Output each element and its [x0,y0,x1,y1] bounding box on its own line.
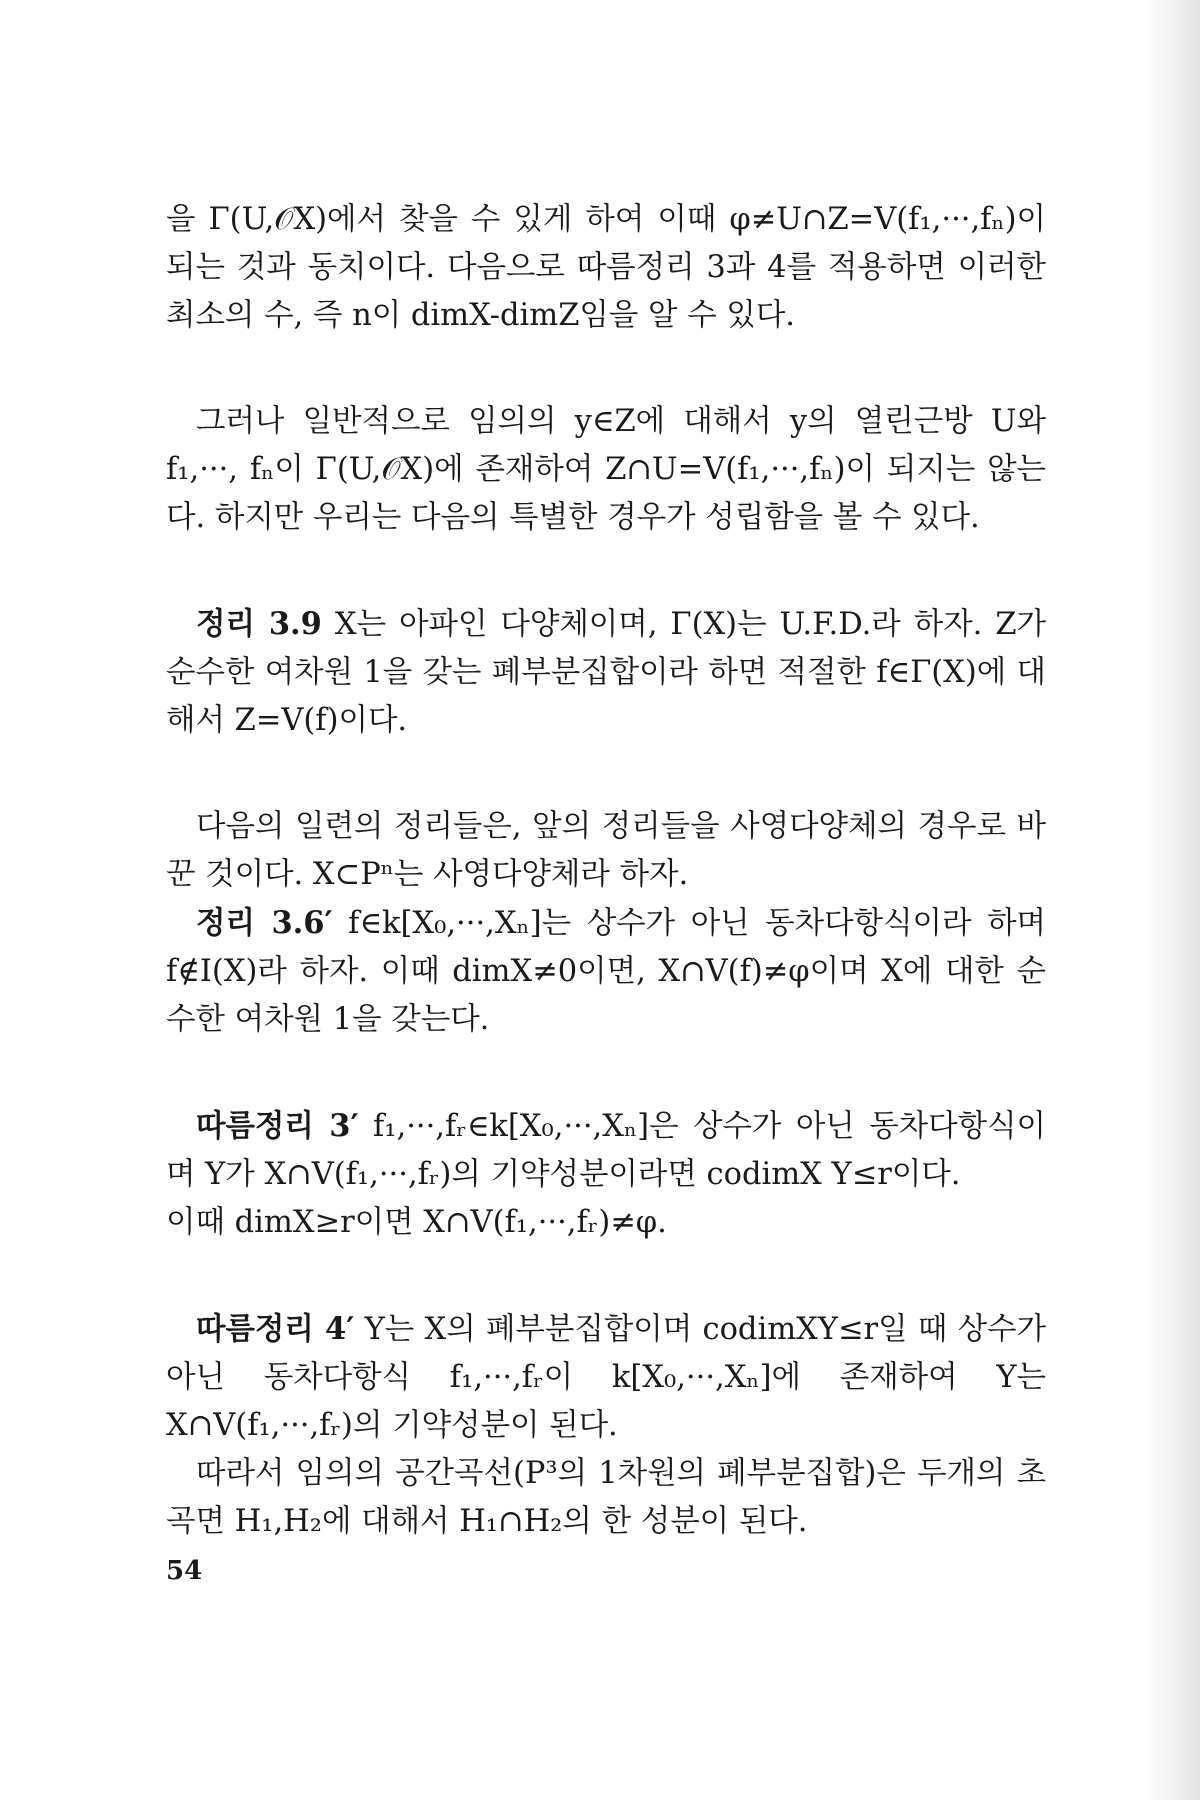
page-body [166,196,1046,1546]
theorem-text: X는 아파인 다양체이며, Γ(X)는 U.F.D.라 하자. Z가 순수한 여차원 1을 갖는 폐부분집합이라 하면 적절한 f∈Γ(X)에 대해서 Z=V(f)이다. [166,607,1047,738]
paragraph-space-curve [166,1450,1046,1546]
theorem-text: f∈k[X₀,···,Xₙ]는 상수가 아닌 동차다항식이라 하며 f∉I(X)라 하자. 이때 dimX≠0이면, X∩V(f)≠φ이며 X에 대한 순수한 여차원 1을 갖는다. [166,906,1046,1037]
page-number: 54 [166,1556,203,1586]
page-edge-shadow [1144,0,1200,1800]
theorem-label: 정리 3.9 [196,606,322,642]
paragraph-text: 을 Γ(U,𝒪X)에서 찾을 수 있게 하여 이때 φ≠U∩Z=V(f₁,···,fₙ)이 되는 것과 동치이다. 다음으로 따름정리 3과 4를 적용하면 이러한 최소의 수, 즉 n이 dimX-dimZ임을 알 수 있다. [166,202,1046,333]
theorem-3-6-prime [166,899,1046,1044]
corollary-label: 따름정리 4′ [196,1311,355,1347]
corollary-text: Y는 X의 폐부분집합이며 codimXY≤r일 때 상수가 아닌 동차다항식 f₁,···,fᵣ이 k[X₀,···,Xₙ]에 존재하여 Y는 X∩V(f₁,···,fᵣ)의 기약성분이 된다. [166,1312,1047,1443]
paragraph-projective-intro [166,803,1046,899]
corollary-label: 따름정리 3′ [196,1108,359,1144]
paragraph-general-case [166,398,1046,542]
corollary-4-prime [166,1305,1046,1450]
theorem-3-9 [166,600,1046,745]
paragraph-text: 따라서 임의의 공간곡선(P³의 1차원의 폐부분집합)은 두개의 초곡면 H₁,H₂에 대해서 H₁∩H₂의 한 성분이 된다. [166,1456,1046,1539]
theorem-label: 정리 3.6′ [196,905,333,941]
paragraph-text: 다음의 일련의 정리들은, 앞의 정리들을 사영다양체의 경우로 바꾼 것이다. X⊂Pⁿ는 사영다양체라 하자. [166,809,1046,892]
corollary-3-prime-continuation [166,1199,1046,1247]
corollary-3-prime [166,1102,1046,1199]
paragraph-text: 그러나 일반적으로 임의의 y∈Z에 대해서 y의 열린근방 U와 f₁,···, fₙ이 Γ(U,𝒪X)에 존재하여 Z∩U=V(f₁,···,fₙ)이 되지는 않는다. 하지만 우리는 다음의 특별한 경우가 성립함을 볼 수 있다. [166,404,1046,535]
paragraph-text: 이때 dimX≥r이면 X∩V(f₁,···,fᵣ)≠φ. [166,1205,667,1240]
paragraph-continuation [166,196,1046,340]
corollary-text: f₁,···,fᵣ∈k[X₀,···,Xₙ]은 상수가 아닌 동차다항식이며 Y가 X∩V(f₁,···,fᵣ)의 기약성분이라면 codimX Y≤r이다. [166,1109,1046,1192]
